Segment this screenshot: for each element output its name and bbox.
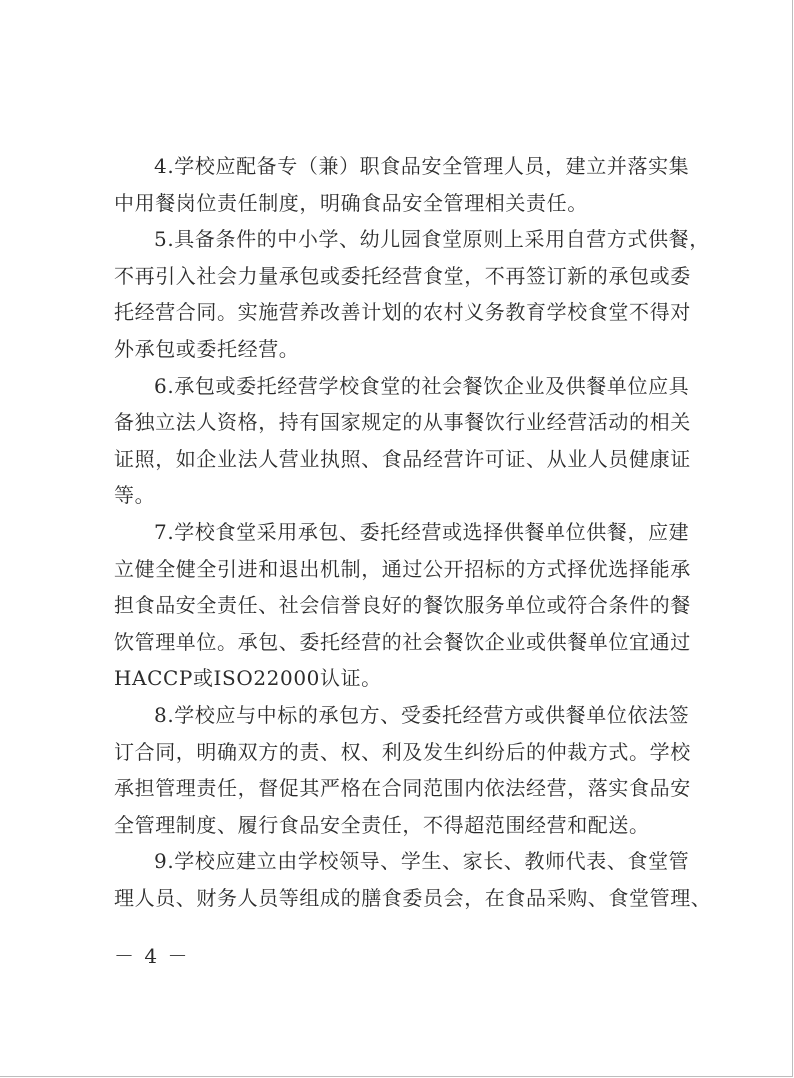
document-body — [114, 148, 712, 916]
text-line: 不再引入社会力量承包或委托经营食堂，不再签订新的承包或委 — [114, 263, 691, 288]
text-line: 全管理制度、履行食品安全责任，不得超范围经营和配送。 — [114, 812, 650, 837]
paragraph-5 — [114, 221, 710, 367]
paragraph-7 — [114, 514, 691, 697]
page-number: － 4 － — [114, 944, 190, 968]
text-line: 理人员、财务人员等组成的膳食委员会，在食品采购、食堂管理、 — [114, 885, 712, 910]
text-line: 外承包或委托经营。 — [114, 336, 300, 361]
text-line: 承担管理责任，督促其严格在合同范围内依法经营，落实食品安 — [114, 776, 691, 801]
text-line: 备独立法人资格，持有国家规定的从事餐饮行业经营活动的相关 — [114, 410, 691, 435]
text-line: 5.具备条件的中小学、幼儿园食堂原则上采用自营方式供餐， — [154, 227, 710, 252]
text-line: HACCP或ISO22000认证。 — [114, 666, 382, 691]
paragraph-4 — [114, 148, 690, 221]
paragraph-6 — [114, 368, 691, 514]
text-line: 8.学校应与中标的承包方、受委托经营方或供餐单位依法签 — [154, 702, 690, 727]
paragraph-9 — [114, 843, 712, 916]
text-line: 4.学校应配备专（兼）职食品安全管理人员，建立并落实集 — [154, 154, 690, 178]
text-line: 9.学校应建立由学校领导、学生、家长、教师代表、食堂管 — [154, 849, 690, 874]
text-line: 证照，如企业法人营业执照、食品经营许可证、从业人员健康证 — [114, 446, 691, 471]
text-line: 托经营合同。实施营养改善计划的农村义务教育学校食堂不得对 — [114, 300, 691, 325]
text-line: 7.学校食堂采用承包、委托经营或选择供餐单位供餐，应建 — [154, 519, 690, 544]
text-line: 6.承包或委托经营学校食堂的社会餐饮企业及供餐单位应具 — [154, 373, 690, 398]
text-line: 饮管理单位。承包、委托经营的社会餐饮企业或供餐单位宜通过 — [114, 629, 691, 654]
paragraph-8 — [114, 697, 691, 843]
text-line: 立健全健全引进和退出机制，通过公开招标的方式择优选择能承 — [114, 556, 691, 581]
text-line: 等。 — [114, 483, 156, 508]
text-line: 担食品安全责任、社会信誉良好的餐饮服务单位或符合条件的餐 — [114, 593, 691, 618]
text-line: 订合同，明确双方的责、权、利及发生纠纷后的仲裁方式。学校 — [114, 739, 691, 764]
text-line: 中用餐岗位责任制度，明确食品安全管理相关责任。 — [114, 190, 588, 215]
